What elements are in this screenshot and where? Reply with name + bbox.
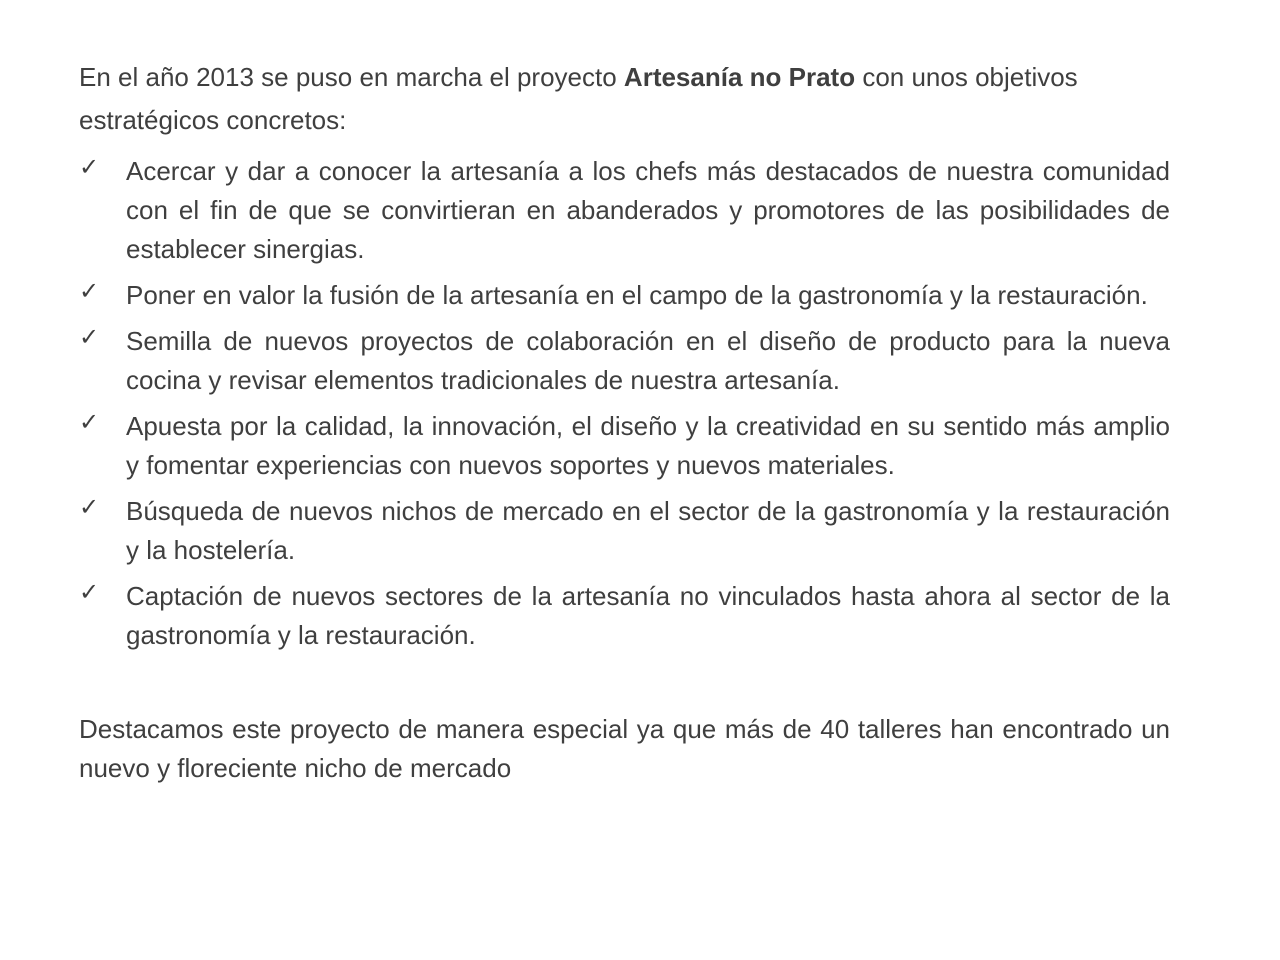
- check-icon: ✓: [79, 408, 100, 436]
- list-item: [79, 152, 1170, 269]
- check-icon: ✓: [79, 277, 100, 305]
- list-item-text: Acercar y dar a conocer la artesanía a los chefs más destacados de nuestra comunidad con el fin de que se convirtieran en abanderados y promotores de las posibilidades de establecer sinergias.: [126, 156, 1170, 264]
- list-item: [79, 492, 1170, 570]
- check-icon: ✓: [79, 323, 100, 351]
- project-name: Artesanía no Prato: [623, 62, 856, 92]
- list-item-text: Búsqueda de nuevos nichos de mercado en el sector de la gastronomía y la restauración y la hostelería.: [126, 496, 1170, 565]
- check-icon: ✓: [79, 578, 100, 606]
- intro-text-before: En el año 2013 se puso en marcha el proyecto: [79, 62, 624, 92]
- list-item-text: Semilla de nuevos proyectos de colaboración en el diseño de producto para la nueva cocina y revisar elementos tradicionales de nuestra artesanía.: [126, 326, 1170, 395]
- list-item-text: Apuesta por la calidad, la innovación, el diseño y la creatividad en su sentido más amplio y fomentar experiencias con nuevos soportes y nuevos materiales.: [126, 411, 1170, 480]
- list-item: [79, 322, 1170, 400]
- document-page: [79, 56, 1170, 788]
- list-item: [79, 276, 1170, 315]
- closing-paragraph: Destacamos este proyecto de manera especial ya que más de 40 talleres han encontrado un nuevo y floreciente nicho de mercado: [79, 714, 1170, 783]
- objectives-list: [79, 152, 1170, 655]
- list-item-text: Poner en valor la fusión de la artesanía en el campo de la gastronomía y la restauración.: [126, 280, 1148, 310]
- intro-paragraph: [79, 56, 1170, 142]
- list-item: [79, 407, 1170, 485]
- check-icon: ✓: [79, 153, 100, 181]
- intro-text-after: con unos objetivos estratégicos concretos:: [79, 62, 1078, 135]
- list-item-text: Captación de nuevos sectores de la artesanía no vinculados hasta ahora al sector de la gastronomía y la restauración.: [126, 581, 1170, 650]
- list-item: [79, 577, 1170, 655]
- check-icon: ✓: [79, 493, 100, 521]
